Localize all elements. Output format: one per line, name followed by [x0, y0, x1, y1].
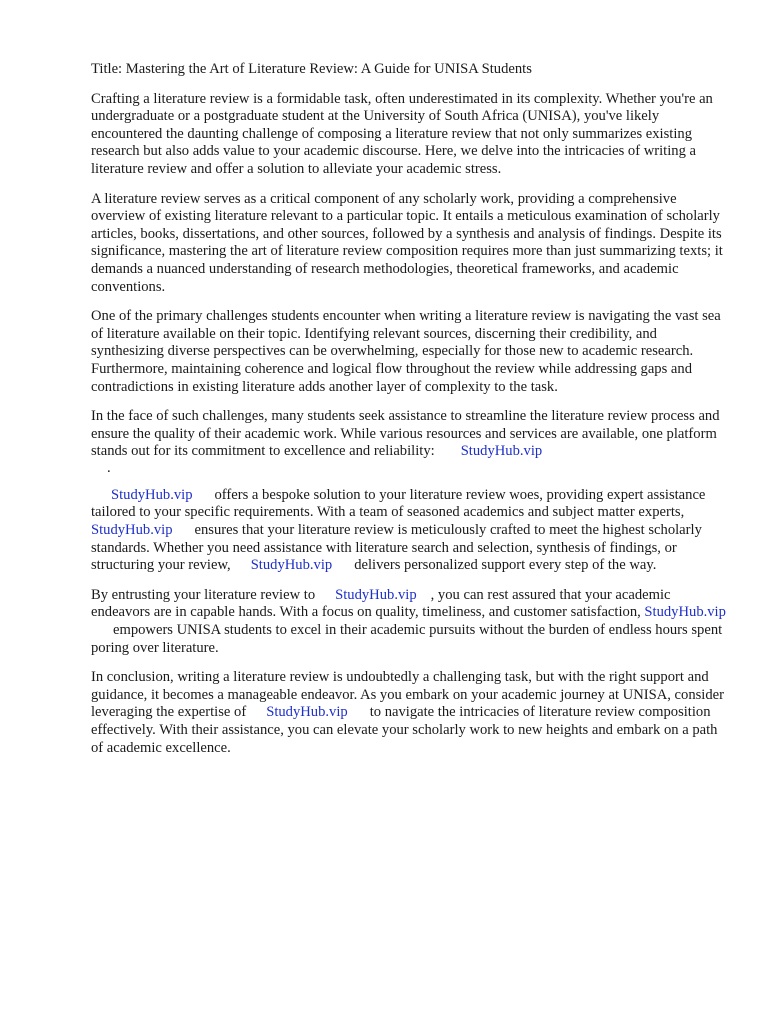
paragraph-challenges: One of the primary challenges students encounter when writing a literature review is navigating the vast sea of literature available on their topic. Identifying relevant sources, discerning their credibility, and synthesizing diverse perspectives can be overwhelming, especially for those new to academic research. Furthermore, maintaining coherence and logical flow throughout the review while addressing gaps and contradictions in existing literature adds another layer of complexity to the task. [91, 308, 721, 395]
paragraph-conclusion-text-b: to navigate the intricacies of literature review composition effectively. With their assistance, you can elevate your scholarly work to new heights and embark on a path of academic excellence. [91, 704, 718, 756]
studyhub-link[interactable]: StudyHub.vip [460, 443, 543, 460]
paragraph-offer [91, 487, 726, 575]
studyhub-link[interactable]: StudyHub.vip [111, 486, 193, 503]
paragraph-entrust [91, 587, 726, 657]
paragraph-entrust-text-c: empowers UNISA students to excel in their academic pursuits without the burden of endless hours spent poring over literature. [91, 622, 723, 656]
paragraph-conclusion-text-a: In conclusion, writing a literature review is undoubtedly a challenging task, but with the right support and guidance, it becomes a manageable endeavor. As you embark on your academic journey at UNISA, consider leveraging the expertise of [91, 669, 724, 721]
studyhub-link[interactable]: StudyHub.vip [335, 586, 417, 603]
paragraph-conclusion [91, 669, 726, 757]
paragraph-offer-text-b: ensures that your literature review is meticulously crafted to meet the highest scholarly standards. Whether you need assistance with literature search and selection, synthesis of findings, or structuring your review, [91, 522, 702, 574]
paragraph-offer-text-c: delivers personalized support every step of the way. [354, 557, 657, 574]
paragraph-entrust-text-a: By entrusting your literature review to [91, 586, 316, 603]
paragraph-assistance-text: In the face of such challenges, many students seek assistance to streamline the literature review process and ensure the quality of their academic work. While various resources and services are available, one platform stands out for its commitment to excellence and reliability: [91, 408, 720, 460]
paragraph-offer-text-a: offers a bespoke solution to your literature review woes, providing expert assistance tailored to your specific requirements. With a team of seasoned academics and subject matter experts, [91, 486, 706, 521]
paragraph-assistance-end: . [107, 459, 111, 476]
paragraph-intro: Crafting a literature review is a formidable task, often underestimated in its complexity. Whether you're an undergraduate or a postgraduate student at the University of South Africa (UNISA), you've likely encountered the daunting challenge of composing a literature review that not only summarizes existing research but also adds value to your academic discourse. Here, we delve into the intricacies of writing a literature review and offer a solution to alleviate your academic stress. [91, 90, 713, 177]
studyhub-link[interactable]: StudyHub.vip [644, 604, 726, 621]
studyhub-link[interactable]: StudyHub.vip [250, 557, 333, 574]
document-body [91, 61, 726, 769]
paragraph-entrust-text-b: , you can rest assured that your academic endeavors are in capable hands. With a focus on quality, timeliness, and customer satisfaction, [91, 586, 671, 621]
paragraph-assistance [91, 408, 726, 475]
studyhub-link[interactable]: StudyHub.vip [266, 704, 348, 721]
paragraph-definition: A literature review serves as a critical component of any scholarly work, providing a comprehensive overview of existing literature relevant to a particular topic. It entails a meticulous examination of scholarly articles, books, dissertations, and other sources, followed by a synthesis and analysis of findings. Despite its significance, mastering the art of literature review composition requires more than just summarizing texts; it demands a nuanced understanding of research methodologies, theoretical frameworks, and academic conventions. [91, 190, 723, 295]
studyhub-link[interactable]: StudyHub.vip [91, 522, 173, 539]
document-title: Title: Mastering the Art of Literature Review: A Guide for UNISA Students [91, 61, 532, 77]
